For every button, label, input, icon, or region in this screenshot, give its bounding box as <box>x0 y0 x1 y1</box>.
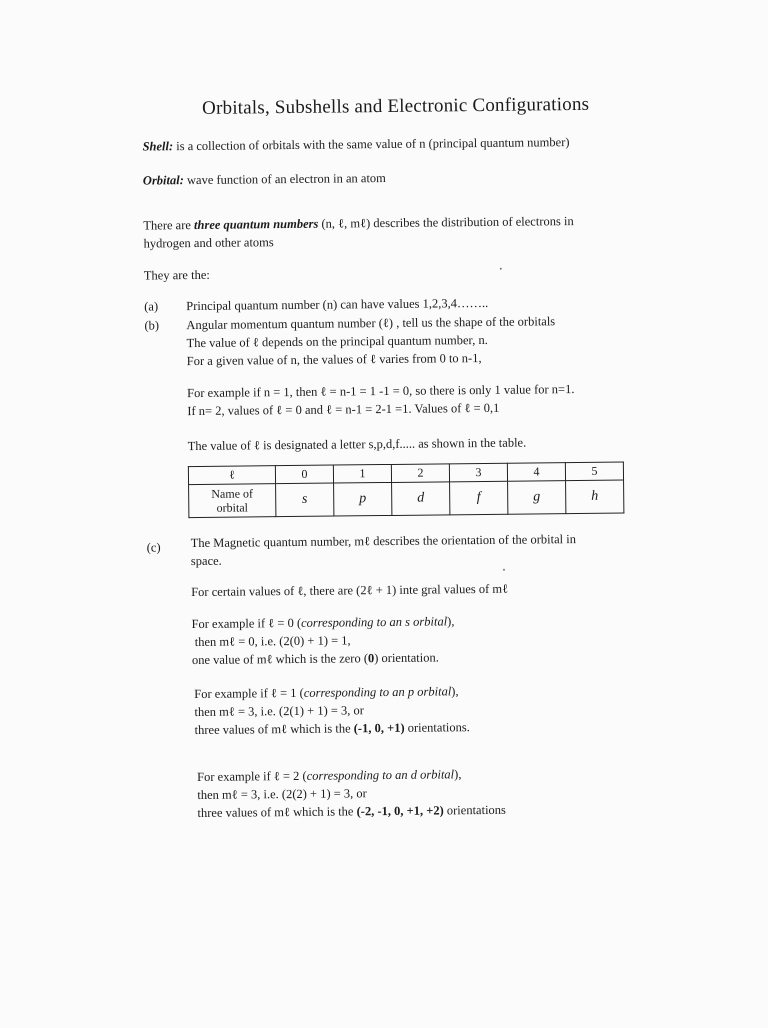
table-cell-l2: 2 <box>391 464 449 483</box>
table-cell-f: f <box>450 481 508 515</box>
example-1-l3-pre: one value of mℓ which is the zero ( <box>191 651 369 668</box>
table-cell-l4: 4 <box>507 463 565 482</box>
item-c-text: The Magnetic quantum number, mℓ describes the orientation of the orbital in <box>190 532 576 551</box>
table-cell-l0: 0 <box>275 465 333 484</box>
example-3-line2: then mℓ = 3, i.e. (2(2) + 1) = 3, or <box>197 786 367 802</box>
shell-text: is a collection of orbitals with the same value of n (principal quantum number) <box>176 135 570 154</box>
table-cell-h: h <box>566 480 624 514</box>
table-row-name <box>189 480 624 518</box>
example-1-line1 <box>191 613 454 632</box>
example-2-l3-pre: three values of mℓ which is the <box>194 721 354 738</box>
table-cell-l1: 1 <box>333 464 391 483</box>
orbital-term: Orbital: <box>142 173 184 188</box>
example-2-italic: corresponding to an p orbital <box>303 684 452 700</box>
table-cell-g: g <box>508 481 566 515</box>
table-header-name-line2: orbital <box>216 500 249 515</box>
example-3-line1 <box>197 766 461 785</box>
item-a-text: Principal quantum number (n) can have values 1,2,3,4…….. <box>186 295 489 314</box>
example-2-line1 <box>194 683 458 702</box>
intro-line-2: hydrogen and other atoms <box>143 235 274 251</box>
shell-definition <box>142 134 569 154</box>
table-cell-s: s <box>276 483 334 517</box>
example-3-pre: For example if ℓ = 2 ( <box>197 768 307 784</box>
item-c-integral: For certain values of ℓ, there are (2ℓ + 1) inte gral values of mℓ <box>191 581 509 600</box>
example-1-l3-bold: 0 <box>367 651 375 666</box>
intro-pre: There are <box>143 218 191 233</box>
item-b-example-2: If n= 2, values of ℓ = 0 and ℓ = n-1 = 2-1 =1. Values of ℓ = 0,1 <box>187 400 500 419</box>
example-1-line3 <box>192 649 439 668</box>
item-b-label: (b) <box>144 318 160 333</box>
item-b-designated: The value of ℓ is designated a letter s,p,d,f..... as shown in the table. <box>187 435 527 454</box>
example-2-pre: For example if ℓ = 1 ( <box>194 685 304 702</box>
example-2-l3-post: orientations. <box>404 720 470 735</box>
example-1-l3-post: ) orientation. <box>374 650 439 666</box>
table-header-name-line1: Name of <box>211 486 254 501</box>
table-header-name <box>189 484 276 518</box>
page-title: Orbitals, Subshells and Electronic Configurations <box>202 93 590 119</box>
example-3-l3-post: orientations <box>443 802 506 818</box>
example-3-italic: corresponding to an d orbital <box>306 767 455 783</box>
example-2-post: ), <box>451 684 459 699</box>
orbital-table <box>188 462 625 519</box>
example-3-post: ), <box>454 767 462 782</box>
intro-emphasis: three quantum numbers <box>193 216 319 233</box>
example-1-pre: For example if ℓ = 0 ( <box>191 615 302 632</box>
item-b-line2: The value of ℓ depends on the principal quantum number, n. <box>186 332 488 351</box>
they-are: They are the: <box>143 267 210 283</box>
table-header-l: ℓ <box>188 466 275 485</box>
example-1-post: ), <box>447 614 455 629</box>
intro-post: (n, ℓ, mℓ) describes the distribution of electrons in <box>321 214 574 231</box>
item-c-line2: space. <box>190 553 222 569</box>
example-3-l3-bold: (-2, -1, 0, +1, +2) <box>356 803 444 819</box>
orbital-definition <box>143 170 386 189</box>
example-1-line2: then mℓ = 0, i.e. (2(0) + 1) = 1, <box>194 633 351 650</box>
example-1-italic: corresponding to an s orbital <box>300 614 448 630</box>
intro-line-1 <box>143 213 573 234</box>
example-2-line3 <box>195 719 470 738</box>
item-b-text: Angular momentum quantum number (ℓ) , tell us the shape of the orbitals <box>186 314 556 333</box>
shell-term: Shell: <box>142 139 174 154</box>
example-2-line2: then mℓ = 3, i.e. (2(1) + 1) = 3, or <box>194 703 364 720</box>
orbital-text: wave function of an electron in an atom <box>186 170 386 188</box>
table-cell-p: p <box>334 482 392 516</box>
table-cell-l3: 3 <box>449 463 507 482</box>
item-a-label: (a) <box>144 299 159 314</box>
table-cell-l5: 5 <box>565 462 623 481</box>
item-c-label: (c) <box>146 540 161 555</box>
example-3-l3-pre: three values of mℓ which is the <box>197 804 357 820</box>
item-b-line3: For a given value of n, the values of ℓ varies from 0 to n-1, <box>186 350 482 369</box>
example-2-l3-bold: (-1, 0, +1) <box>353 720 405 736</box>
scan-speck <box>503 569 505 571</box>
item-b-example-1: For example if n = 1, then ℓ = n-1 = 1 -1 = 0, so there is only 1 value for n=1. <box>187 382 575 401</box>
example-3-line3 <box>197 802 506 821</box>
scan-speck <box>500 268 502 270</box>
table-cell-d: d <box>392 482 450 516</box>
